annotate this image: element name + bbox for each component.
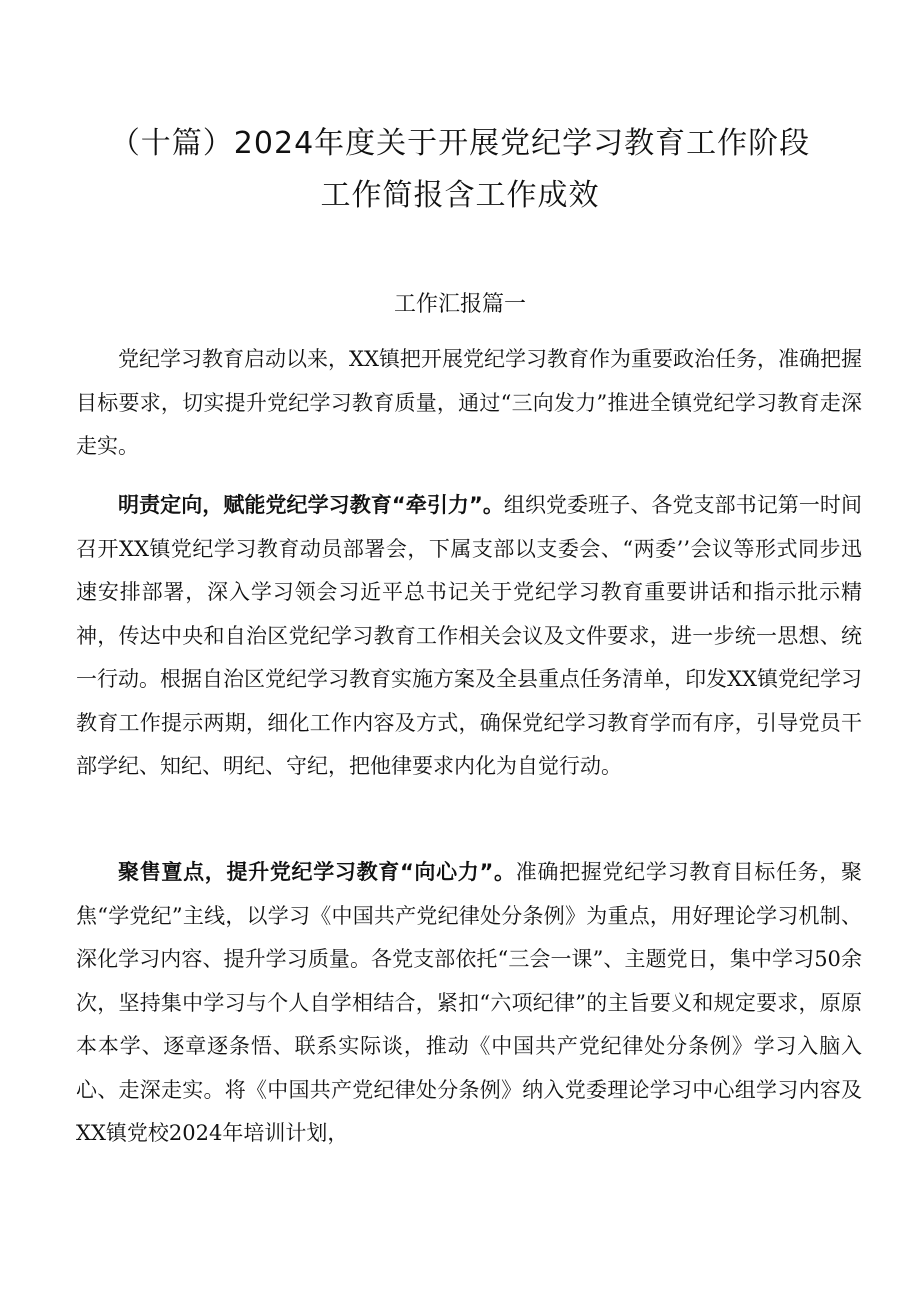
paragraph-2-lead: 明责定向，赋能党纪学习教育“牵引力”。 xyxy=(118,493,504,517)
paragraph-3-lead: 聚售亶点，提升党纪学习教育“向心力”。 xyxy=(118,860,516,884)
document-title xyxy=(40,118,880,222)
paragraph-1-text: 党纪学习教育启动以来，XX镇把开展党纪学习教育作为重要政治任务，准确把握目标要求，切实提升党纪学习教育质量，通过“三向发力”推进全镇党纪学习教育走深走实。 xyxy=(76,347,862,458)
paragraph-3 xyxy=(76,851,862,1156)
paragraph-3-text: 准确把握党纪学习教育目标任务，聚焦“学党纪”主线，以学习《中国共产党纪律处分条例》为重点，用好理论学习机制、深化学习内容、提升学习质量。各党支部依托“三会一课”、主题党日，集中学习50余次，坚持集中学习与个人自学相结合，紧扣“六项纪律”的主旨要义和规定要求，原原本本学、逐章逐条悟、联系实际谈，推动《中国共产党纪律处分条例》学习入脑入心、走深走实。将《中国共产党纪律处分条例》纳入党委理论学习中心组学习内容及XX镇党校2024年培训计划， xyxy=(76,860,863,1145)
paragraph-2 xyxy=(76,484,862,789)
section-heading: 工作汇报篇一 xyxy=(393,292,526,317)
paragraph-2-text: 组织党委班子、各党支部书记第一时间召开XX镇党纪学习教育动员部署会，下属支部以支委会、“两委’’会议等形式同步迅速安排部署，深入学习领会习近平总书记关于党纪学习教育重要讲话和指示批示精神，传达中央和自治区党纪学习教育工作相关会议及文件要求，进一步统一思想、统一行动。根据自治区党纪学习教育实施方案及全县重点任务清单，印发XX镇党纪学习教育工作提示两期，细化工作内容及方式，确保党纪学习教育学而有序，引导党员干部学纪、知纪、明纪、守纪，把他律要求内化为自觉行动。 xyxy=(76,493,862,778)
title-line-2: 工作简报含工作成效 xyxy=(320,178,600,213)
title-line-1: （十篇）2024年度关于开展党纪学习教育工作阶段 xyxy=(109,126,811,161)
paragraph-1 xyxy=(76,338,862,469)
